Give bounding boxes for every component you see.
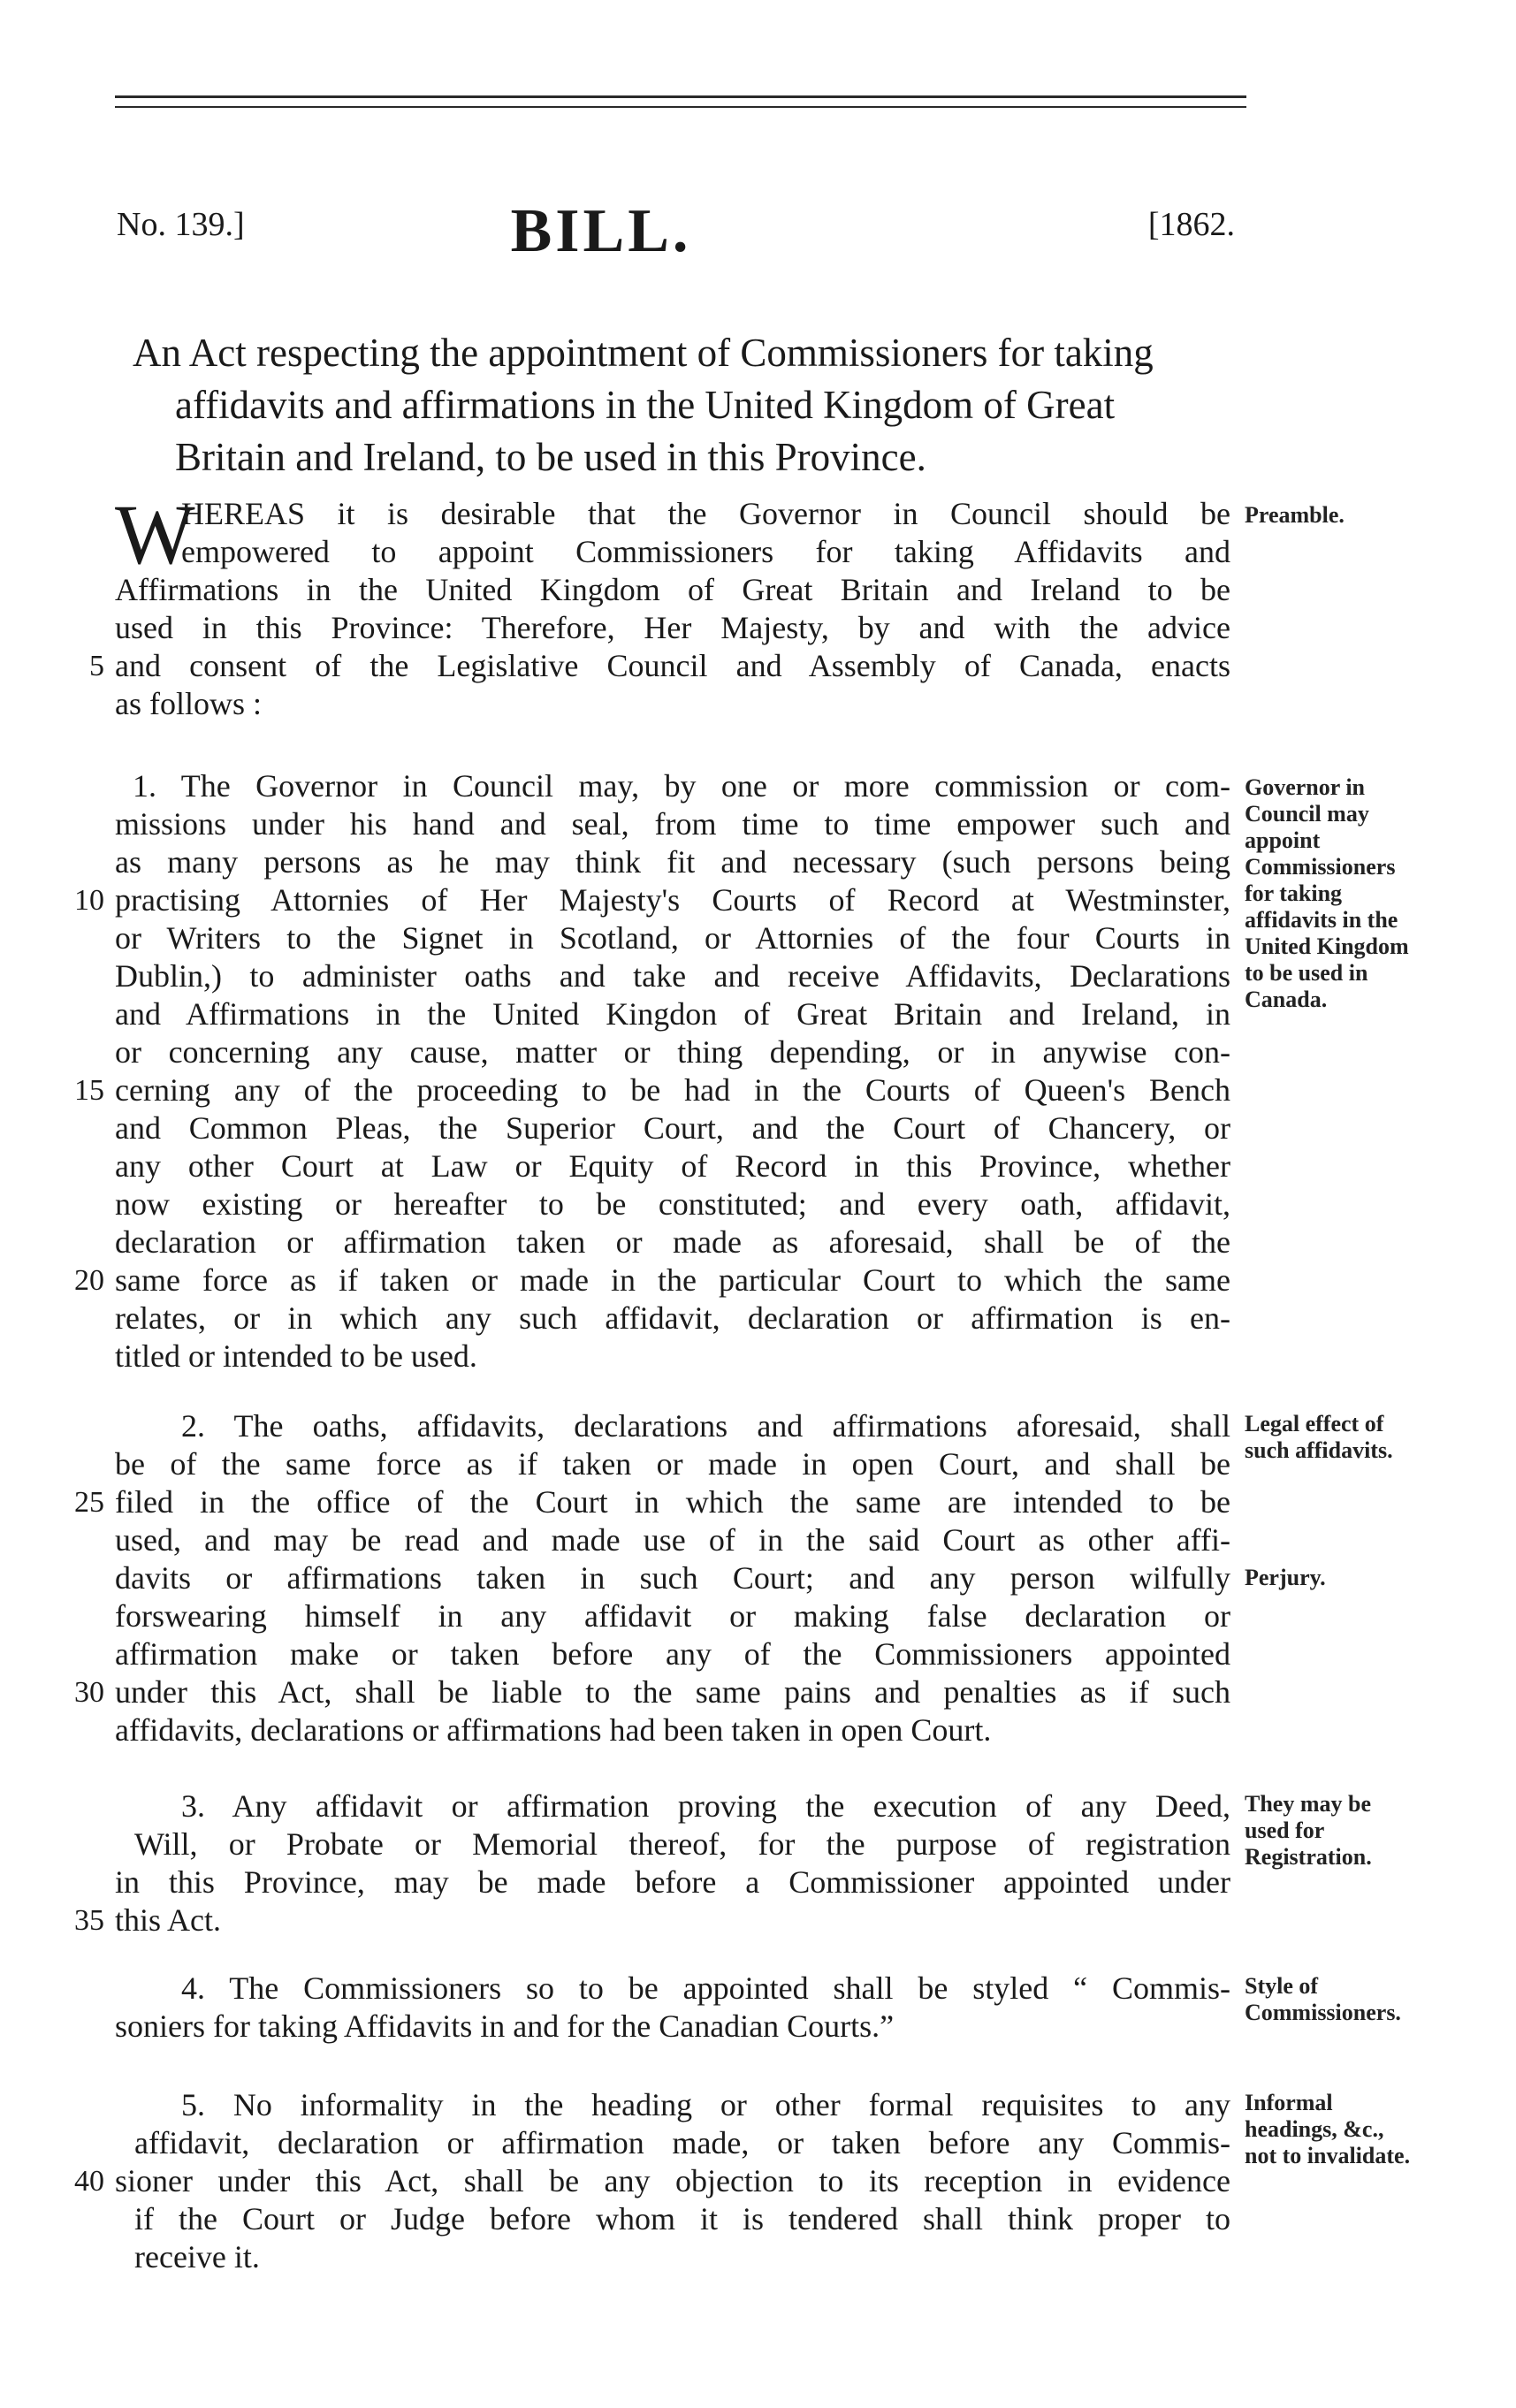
- text-line: [115, 1407, 1230, 1445]
- line-text: titled or intended to be used.: [115, 1338, 477, 1374]
- text-line: [115, 2124, 1230, 2162]
- text-line: [115, 1185, 1230, 1223]
- text-line: [115, 1970, 1230, 2008]
- text-line: [115, 1787, 1230, 1825]
- line-text: and Affirmations in the United Kingdon of Great Britain and Ireland, in: [115, 996, 1230, 1032]
- text-line: [115, 1521, 1230, 1559]
- line-text: soniers for taking Affidavits in and for the Canadian Courts.”: [115, 2008, 895, 2044]
- line-text: empowered to appoint Commissioners for taking Affidavits and: [181, 534, 1230, 569]
- section-2: [74, 1407, 1230, 1749]
- marginal-note: Governor in Council may appoint Commissioners for taking affidavits in the United Kingdom to be used in Canada.: [1245, 774, 1409, 1012]
- line-text: or concerning any cause, matter or thing depending, or in anywise con-: [115, 1034, 1230, 1070]
- marginal-note: They may be used for Registration.: [1245, 1791, 1372, 1870]
- text-line: [115, 571, 1230, 609]
- text-line: [115, 533, 1230, 571]
- text-line: [115, 805, 1230, 843]
- act-title: [133, 327, 1220, 484]
- text-line: [115, 2238, 1230, 2276]
- line-text: practising Attornies of Her Majesty's Courts of Record at Westminster,: [115, 882, 1230, 918]
- line-number: 5: [89, 650, 104, 682]
- line-text: this Act.: [115, 1902, 222, 1938]
- line-text: receive it.: [134, 2239, 260, 2275]
- text-line: [115, 685, 1230, 723]
- line-text: davits or affirmations taken in such Court; and any person wilfully: [115, 1560, 1230, 1596]
- text-line: [115, 1299, 1230, 1337]
- text-line: [115, 843, 1230, 881]
- line-text: now existing or hereafter to be constituted; and every oath, affidavit,: [115, 1186, 1230, 1222]
- line-text: and Common Pleas, the Superior Court, and the Court of Chancery, or: [115, 1110, 1230, 1146]
- text-line: [115, 957, 1230, 995]
- line-text: or Writers to the Signet in Scotland, or Attornies of the four Courts in: [115, 920, 1230, 956]
- line-text: be of the same force as if taken or made in open Court, and shall be: [115, 1446, 1230, 1482]
- line-number: 15: [74, 1074, 104, 1107]
- marginal-note: Style of Commissioners.: [1245, 1973, 1401, 2025]
- act-title-line: affidavits and affirmations in the United Kingdom of Great: [175, 383, 1116, 427]
- line-text: if the Court or Judge before whom it is tendered shall think proper to: [134, 2201, 1230, 2237]
- line-number: 30: [74, 1676, 104, 1709]
- drop-cap: W: [115, 487, 195, 582]
- marginal-note: Informal headings, &c., not to invalidate.: [1245, 2090, 1411, 2168]
- line-text: missions under his hand and seal, from time to time empower such and: [115, 806, 1230, 842]
- text-line: [115, 1033, 1230, 1071]
- text-line: [115, 1337, 1230, 1375]
- text-line: [74, 1673, 1230, 1711]
- line-text: filed in the office of the Court in which the same are intended to be: [115, 1484, 1230, 1520]
- text-line: [115, 1223, 1230, 1261]
- text-line: [115, 767, 1230, 805]
- marginal-note: Perjury.: [1245, 1565, 1326, 1590]
- text-line: [115, 2086, 1230, 2124]
- line-text: used, and may be read and made use of in the said Court as other affi-: [115, 1522, 1230, 1558]
- line-text: same force as if taken or made in the particular Court to which the same: [115, 1262, 1230, 1298]
- line-text: as follows :: [115, 686, 262, 721]
- section-3: [74, 1787, 1230, 1939]
- text-line: [74, 1071, 1230, 1109]
- top-rule: [115, 95, 1246, 98]
- line-text: Dublin,) to administer oaths and take and receive Affidavits, Declarations: [115, 958, 1230, 994]
- line-text: sioner under this Act, shall be any objection to its reception in evidence: [115, 2163, 1230, 2198]
- section-1: [74, 767, 1230, 1375]
- line-text: HEREAS it is desirable that the Governor in Council should be: [181, 496, 1230, 531]
- text-line: [115, 1147, 1230, 1185]
- line-text: affirmation make or taken before any of the Commissioners appointed: [115, 1636, 1230, 1672]
- line-text: 3. Any affidavit or affirmation proving the execution of any Deed,: [181, 1788, 1230, 1824]
- line-text: 5. No informality in the heading or other formal requisites to any: [181, 2087, 1230, 2122]
- marginal-note: Preamble.: [1245, 502, 1345, 528]
- line-text: relates, or in which any such affidavit, declaration or affirmation is en-: [115, 1300, 1230, 1336]
- line-text: affidavit, declaration or affirmation made, or taken before any Commis-: [134, 2125, 1230, 2160]
- text-line: [115, 995, 1230, 1033]
- line-text: and consent of the Legislative Council and Assembly of Canada, enacts: [115, 648, 1230, 683]
- line-text: used in this Province: Therefore, Her Majesty, by and with the advice: [115, 610, 1230, 645]
- text-line: [115, 919, 1230, 957]
- text-line: [115, 2200, 1230, 2238]
- text-line: [115, 1825, 1230, 1863]
- text-line: [115, 1597, 1230, 1635]
- text-line: [74, 1483, 1230, 1521]
- line-text: 1. The Governor in Council may, by one or more commission or com-: [133, 768, 1230, 804]
- text-line: [74, 2162, 1230, 2200]
- preamble: [89, 487, 1230, 723]
- line-text: in this Province, may be made before a Commissioner appointed under: [115, 1864, 1230, 1900]
- text-line: [89, 647, 1230, 685]
- line-text: declaration or affirmation taken or made as aforesaid, shall be of the: [115, 1224, 1230, 1260]
- act-title-line: An Act respecting the appointment of Commissioners for taking: [133, 331, 1154, 375]
- bill-heading: BILL.: [510, 197, 692, 265]
- line-text: forswearing himself in any affidavit or making false declaration or: [115, 1598, 1230, 1634]
- text-line: [115, 1635, 1230, 1673]
- line-text: Affirmations in the United Kingdom of Great Britain and Ireland to be: [115, 572, 1230, 607]
- text-line: [74, 1901, 1230, 1939]
- text-line: [115, 2008, 1230, 2046]
- text-line: [115, 1863, 1230, 1901]
- line-text: Will, or Probate or Memorial thereof, for the purpose of registration: [134, 1826, 1230, 1862]
- line-number: 40: [74, 2165, 104, 2198]
- line-text: as many persons as he may think fit and necessary (such persons being: [115, 844, 1230, 880]
- bill-year: [1862.: [1147, 206, 1235, 243]
- line-text: any other Court at Law or Equity of Record in this Province, whether: [115, 1148, 1230, 1184]
- line-text: 2. The oaths, affidavits, declarations and affirmations aforesaid, shall: [181, 1408, 1230, 1444]
- text-line: [115, 609, 1230, 647]
- text-line: [115, 495, 1230, 533]
- text-line: [74, 881, 1230, 919]
- marginal-note: Legal effect of such affidavits.: [1245, 1411, 1393, 1463]
- line-number: 20: [74, 1264, 104, 1297]
- line-number: 25: [74, 1486, 104, 1519]
- line-number: 35: [74, 1904, 104, 1937]
- line-number: 10: [74, 884, 104, 917]
- section-5: [74, 2086, 1230, 2276]
- bill-number: No. 139.]: [117, 206, 245, 243]
- act-title-line: Britain and Ireland, to be used in this Province.: [175, 435, 926, 479]
- text-line: [115, 1445, 1230, 1483]
- line-text: cerning any of the proceeding to be had in the Courts of Queen's Bench: [115, 1072, 1230, 1108]
- text-line: [115, 1711, 1230, 1749]
- line-text: 4. The Commissioners so to be appointed shall be styled “ Commis-: [181, 1970, 1230, 2006]
- text-line: [74, 1261, 1230, 1299]
- line-text: affidavits, declarations or affirmations had been taken in open Court.: [115, 1712, 992, 1748]
- section-4: [115, 1970, 1230, 2046]
- text-line: [115, 1559, 1230, 1597]
- text-line: [115, 1109, 1230, 1147]
- line-text: under this Act, shall be liable to the same pains and penalties as if such: [115, 1674, 1230, 1710]
- top-rule-thin: [115, 106, 1246, 108]
